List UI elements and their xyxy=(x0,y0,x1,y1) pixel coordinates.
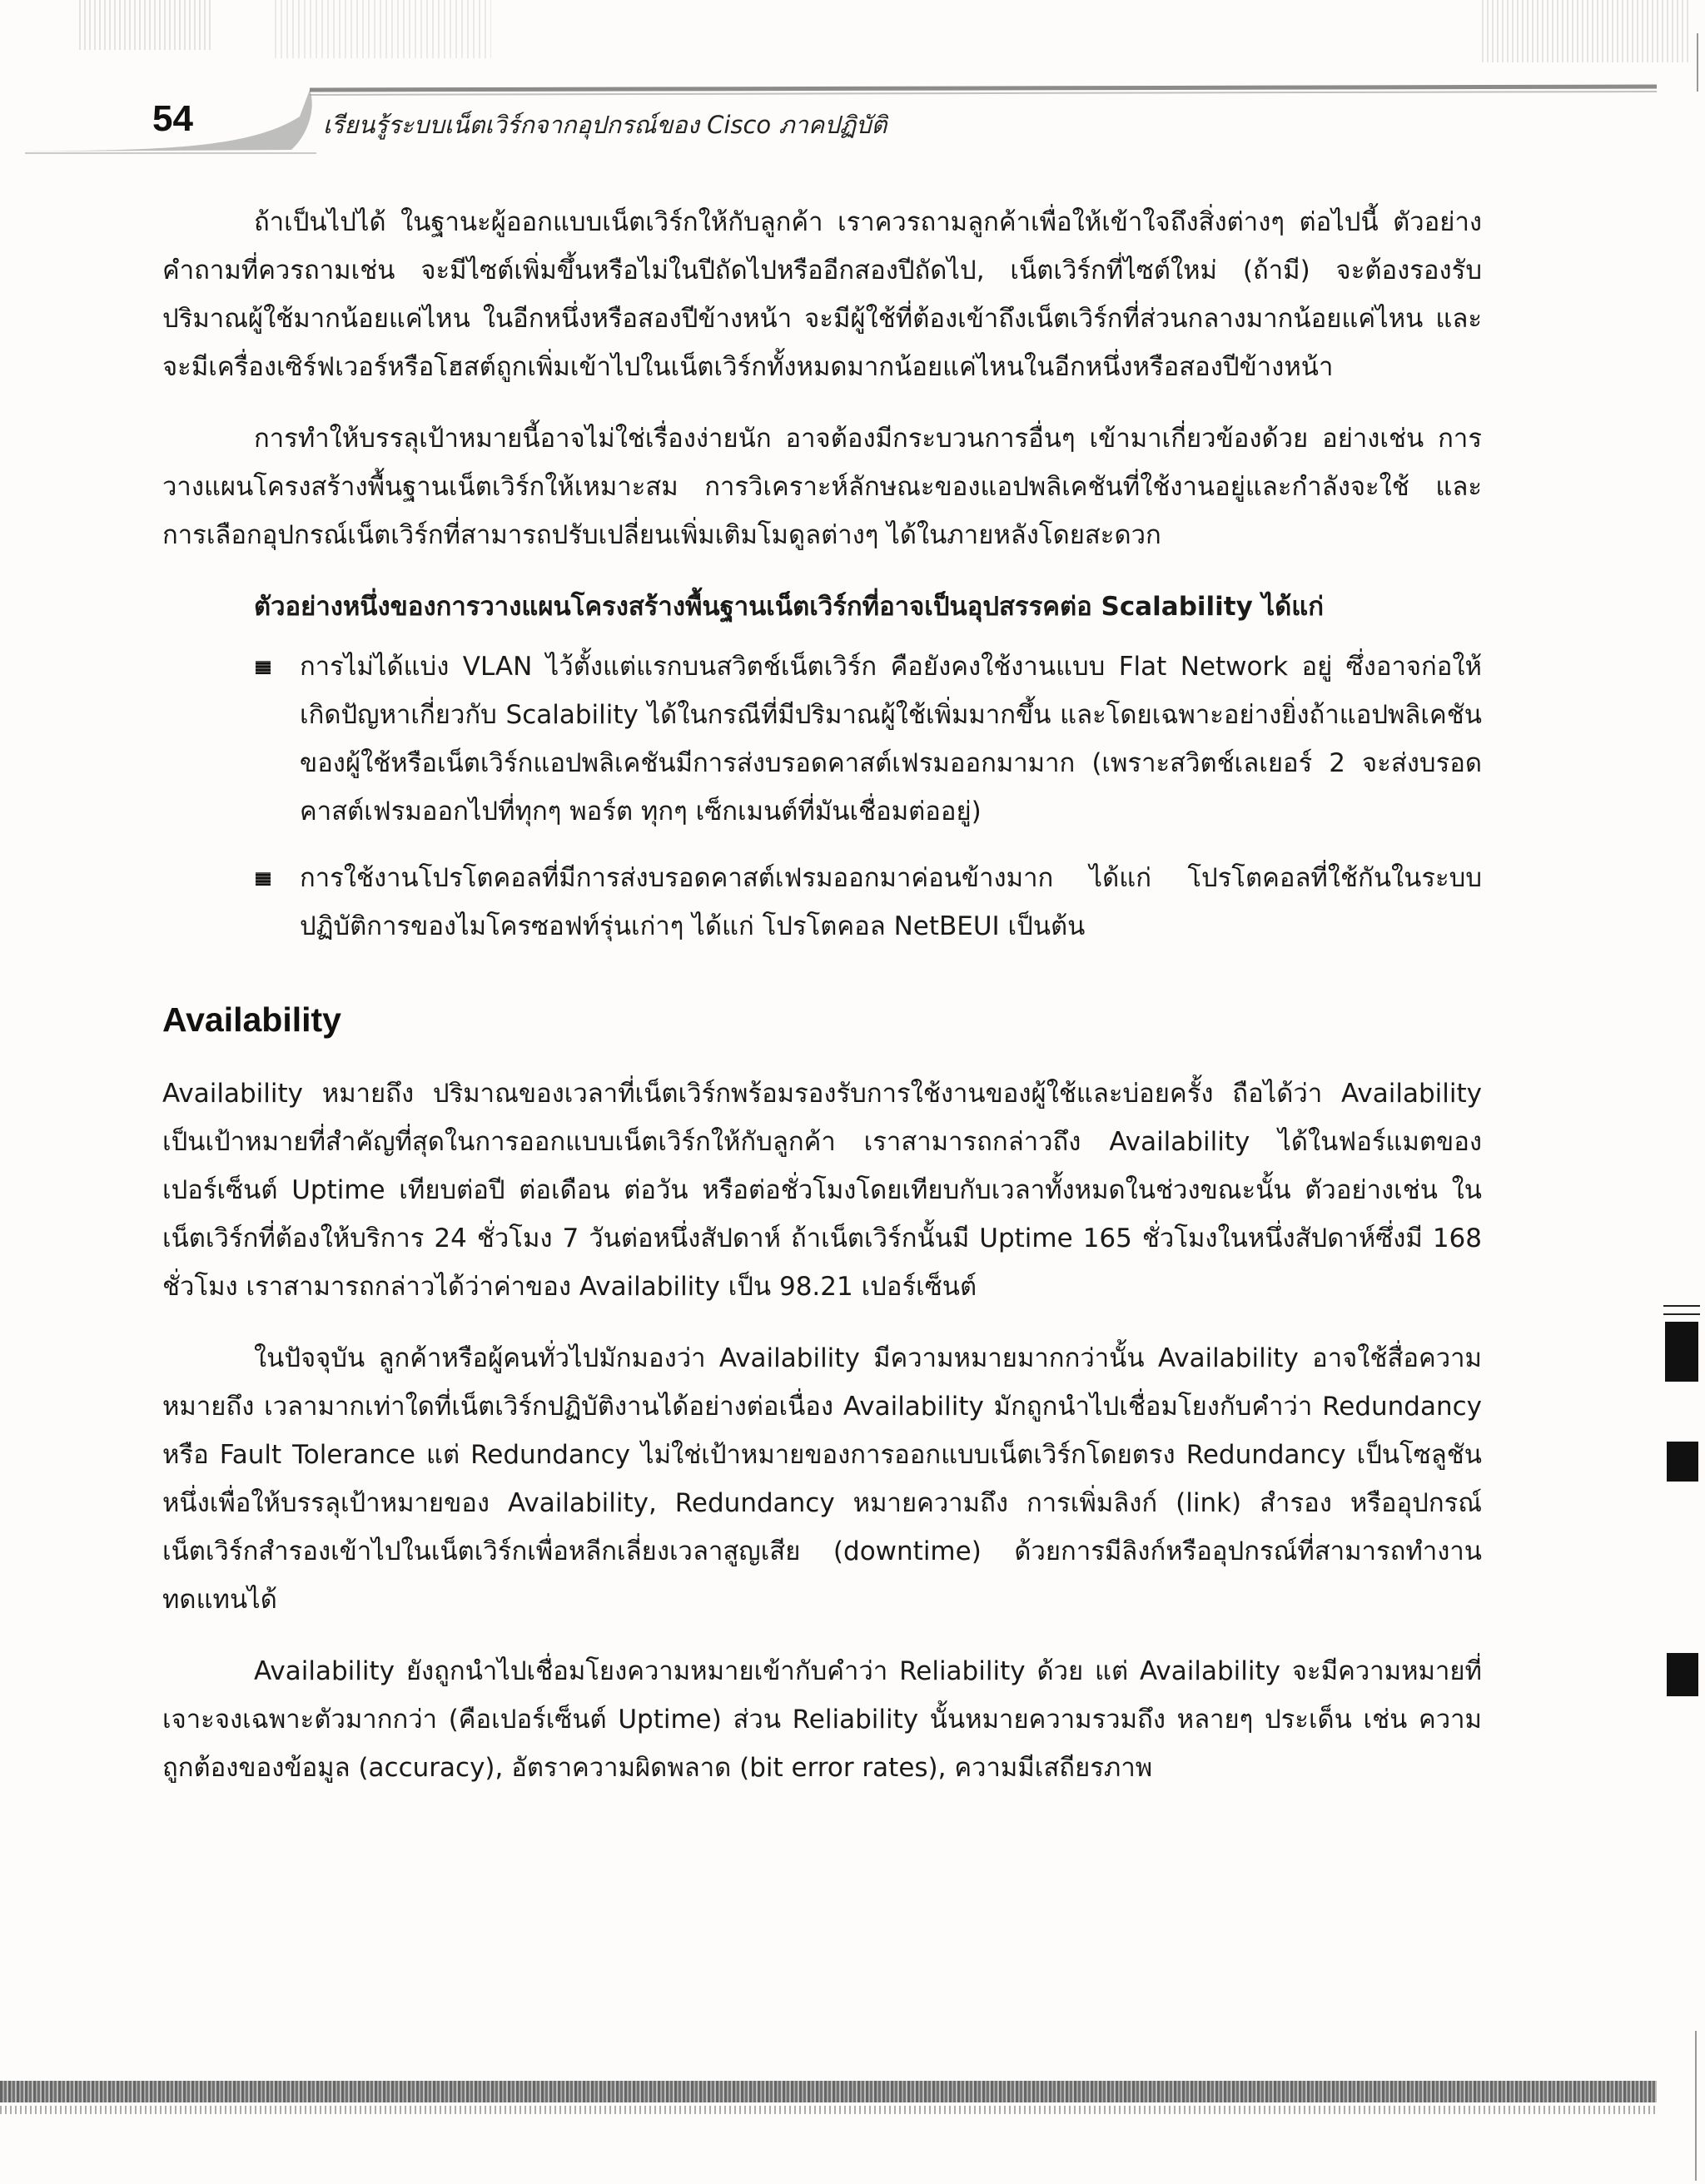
scan-noise xyxy=(275,0,491,58)
margin-rule xyxy=(1663,1305,1700,1307)
paragraph: Availability ยังถูกนำไปเชื่อมโยงความหมายเข้ากับคำว่า Reliability ด้วย แต่ Availability จะมีความหมายที่เจาะจงเฉพาะตัวมากกว่า (คือเปอร์เซ็นต์ Uptime) ส่วน Reliability นั้นหมายความรวมถึง หลายๆ ประเด็น เช่น ความถูกต้องของข้อมูล (accuracy), อัตราความผิดพลาด (bit error rates), ความมีเสถียรภาพ xyxy=(162,1656,1482,1783)
list-item xyxy=(162,643,1482,836)
bullet-list xyxy=(162,643,1482,951)
paragraph: ถ้าเป็นไปได้ ในฐานะผู้ออกแบบเน็ตเวิร์กให้กับลูกค้า เราควรถามลูกค้าเพื่อให้เข้าใจถึงสิ่งต่างๆ ต่อไปนี้ ตัวอย่างคำถามที่ควรถามเช่น จะมีไซต์เพิ่มขึ้นหรือไม่ในปีถัดไปหรืออีกสองปีถัดไป, เน็ตเวิร์กที่ไซต์ใหม่ (ถ้ามี) จะต้องรองรับปริมาณผู้ใช้มากน้อยแค่ไหน ในอีกหนึ่งหรือสองปีข้างหน้า จะมีผู้ใช้ที่ต้องเข้าถึงเน็ตเวิร์กที่ส่วนกลางมากน้อยแค่ไหน และจะมีเครื่องเซิร์ฟเวอร์หรือโฮสต์ถูกเพิ่มเข้าไปในเน็ตเวิร์กทั้งหมดมากน้อยแค่ไหนในอีกหนึ่งหรือสองปีข้างหน้า xyxy=(162,207,1482,382)
running-header-title: เรียนรู้ระบบเน็ตเวิร์กจากอุปกรณ์ของ Cisco ภาคปฏิบัติ xyxy=(323,111,887,139)
list-item xyxy=(162,854,1482,951)
margin-rule xyxy=(1663,1313,1700,1315)
section-heading: Availability xyxy=(162,1000,341,1039)
scan-noise xyxy=(1482,0,1690,62)
list-item-text: การไม่ได้แบ่ง VLAN ไว้ตั้งแต่แรกบนสวิตช์เน็ตเวิร์ก คือยังคงใช้งานแบบ Flat Network อยู่ ซึ่งอาจก่อให้เกิดปัญหาเกี่ยวกับ Scalability ได้ในกรณีที่มีปริมาณผู้ใช้เพิ่มมากขึ้น และโดยเฉพาะอย่างยิ่งถ้าแอปพลิเคชันของผู้ใช้หรือเน็ตเวิร์กแอปพลิเคชันมีการส่งบรอดคาสต์เฟรมออกมามาก (เพราะสวิตช์เลเยอร์ 2 จะส่งบรอดคาสต์เฟรมออกไปที่ทุกๆ พอร์ต ทุกๆ เซ็กเมนต์ที่มันเชื่อมต่ออยู่) xyxy=(300,652,1482,826)
page-number: 54 xyxy=(152,98,193,139)
paragraph: Availability หมายถึง ปริมาณของเวลาที่เน็ตเวิร์กพร้อมรองรับการใช้งานของผู้ใช้และบ่อยครั้ง ถือได้ว่า Availability เป็นเป้าหมายที่สำคัญที่สุดในการออกแบบเน็ตเวิร์กให้กับลูกค้า เราสามารถกล่าวถึง Availability ได้ในฟอร์แมตของเปอร์เซ็นต์ Uptime เทียบต่อปี ต่อเดือน ต่อวัน หรือต่อชั่วโมงโดยเทียบกับเวลาทั้งหมดในช่วงขณะนั้น ตัวอย่างเช่น ในเน็ตเวิร์กที่ต้องให้บริการ 24 ชั่วโมง 7 วันต่อหนึ่งสัปดาห์ ถ้าเน็ตเวิร์กนั้นมี Uptime 165 ชั่วโมงในหนึ่งสัปดาห์ซึ่งมี 168 ชั่วโมง เราสามารถกล่าวได้ว่าค่าของ Availability เป็น 98.21 เปอร์เซ็นต์ xyxy=(162,1079,1482,1302)
margin-block-mark xyxy=(1665,1322,1698,1382)
square-bullet-icon xyxy=(256,661,271,674)
page-body xyxy=(162,198,1482,1815)
list-item-text: การใช้งานโปรโตคอลที่มีการส่งบรอดคาสต์เฟรมออกมาค่อนข้างมาก ได้แก่ โปรโตคอลที่ใช้กันในระบบปฏิบัติการของไมโครซอฟท์รุ่นเก่าๆ ได้แก่ โปรโตคอล NetBEUI เป็นต้น xyxy=(300,863,1482,941)
scan-edge-line xyxy=(1695,2031,1697,2181)
square-bullet-icon xyxy=(256,872,271,886)
scan-noise xyxy=(79,0,212,50)
example-intro: ตัวอย่างหนึ่งของการวางแผนโครงสร้างพื้นฐานเน็ตเวิร์กที่อาจเป็นอุปสรรคต่อ Scalability ได้แก่ xyxy=(254,592,1325,622)
margin-block-mark xyxy=(1667,1653,1698,1696)
paragraph: การทำให้บรรลุเป้าหมายนี้อาจไม่ใช่เรื่องง่ายนัก อาจต้องมีกระบวนการอื่นๆ เข้ามาเกี่ยวข้องด้วย อย่างเช่น การวางแผนโครงสร้างพื้นฐานเน็ตเวิร์กให้เหมาะสม การวิเคราะห์ลักษณะของแอปพลิเคชันที่ใช้งานอยู่และกำลังจะใช้ และการเลือกอุปกรณ์เน็ตเวิร์กที่สามารถปรับเปลี่ยนเพิ่มเติมโมดูลต่างๆ ได้ในภายหลังโดยสะดวก xyxy=(162,424,1482,550)
paragraph: ในปัจจุบัน ลูกค้าหรือผู้คนทั่วไปมักมองว่า Availability มีความหมายมากกว่านั้น Availability อาจใช้สื่อความหมายถึง เวลามากเท่าใดที่เน็ตเวิร์กปฏิบัติงานได้อย่างต่อเนื่อง Availability มักถูกนำไปเชื่อมโยงกับคำว่า Redundancy หรือ Fault Tolerance แต่ Redundancy ไม่ใช่เป้าหมายของการออกแบบเน็ตเวิร์กโดยตรง Redundancy เป็นโซลูชันหนึ่งเพื่อให้บรรลุเป้าหมายของ Availability, Redundancy หมายความถึง การเพิ่มลิงก์ (link) สำรอง หรืออุปกรณ์เน็ตเวิร์กสำรองเข้าไปในเน็ตเวิร์กเพื่อหลีกเลี่ยงเวลาสูญเสีย (downtime) ด้วยการมีลิงก์หรืออุปกรณ์ที่สามารถทำงานทดแทนได้ xyxy=(162,1343,1482,1615)
margin-block-mark xyxy=(1667,1442,1698,1482)
scan-footer-band xyxy=(0,2081,1657,2102)
scan-footer-band xyxy=(0,2106,1657,2114)
